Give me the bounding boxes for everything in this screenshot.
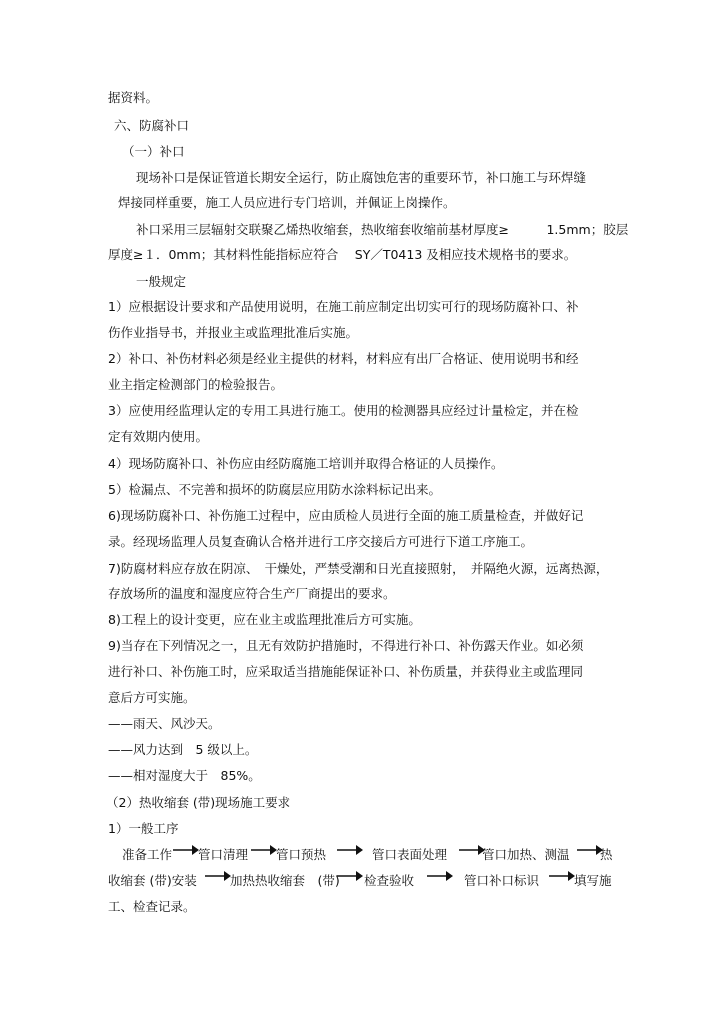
text-line: 存放场所的温度和湿度应符合生产厂商提出的要求。 <box>108 586 396 601</box>
text-line: 3）应使用经监理认定的专用工具进行施工。使用的检测器具应经过计量检定，并在检 <box>108 403 579 418</box>
arrow-right-icon <box>426 868 454 882</box>
flow-step: 准备工作 <box>122 847 173 862</box>
text-line: 1）应根据设计要求和产品使用说明，在施工前应制定出切实可行的现场防腐补口、补 <box>108 299 579 314</box>
arrow-right-icon <box>250 842 278 856</box>
text-line: 焊接同样重要，施工人员应进行专门培训，并佩证上岗操作。 <box>118 195 456 210</box>
subsection-heading: （2）热收缩套 (带)现场施工要求 <box>106 795 291 810</box>
text-line: 4）现场防腐补口、补伤应由经防腐施工培训并取得合格证的人员操作。 <box>108 456 504 471</box>
flow-step: 加热热收缩套 (带) <box>230 873 340 888</box>
text-line: 9)当存在下列情况之一，且无有效防护措施时，不得进行补口、补伤露天作业。如必须 <box>108 638 584 653</box>
flow-step: 管口清理 <box>198 847 249 862</box>
text-line: 6)现场防腐补口、补伤施工过程中，应由质检人员进行全面的施工质量检查，并做好记 <box>108 508 584 523</box>
flow-step: 热 <box>600 847 613 862</box>
subheading: 一般规定 <box>136 274 187 289</box>
text-line: 定有效期内使用。 <box>108 429 209 444</box>
text-line: 伤作业指导书，并报业主或监理批准后实施。 <box>108 325 359 340</box>
arrow-right-icon <box>336 868 364 882</box>
list-item: ——雨天、风沙天。 <box>108 716 221 731</box>
arrow-right-icon <box>172 842 200 856</box>
text-line: 录。经现场监理人员复查确认合格并进行工序交接后方可进行下道工序施工。 <box>108 534 534 549</box>
text-line: 5）检漏点、不完善和损坏的防腐层应用防水涂料标记出来。 <box>108 482 441 497</box>
subheading: 1）一般工序 <box>108 821 179 836</box>
flow-step: 管口补口标识 <box>464 873 540 888</box>
text-line: 7)防腐材料应存放在阴凉、 干燥处，严禁受潮和日光直接照射， 并隔绝火源，远离热源， <box>108 561 609 576</box>
text-line: 8)工程上的设计变更，应在业主或监理批准后方可实施。 <box>108 612 421 627</box>
list-item: ——风力达到 5 级以上。 <box>108 742 258 757</box>
text-line: 2）补口、补伤材料必须是经业主提供的材料，材料应有出厂合格证、使用说明书和经 <box>108 351 579 366</box>
flow-step: 管口加热、测温 <box>482 847 570 862</box>
section-heading: 六、防腐补口 <box>114 118 190 133</box>
text-line: 意后方可实施。 <box>108 690 196 705</box>
flow-step: 填写施 <box>574 873 612 888</box>
arrow-right-icon <box>336 842 364 856</box>
arrow-right-icon <box>204 868 232 882</box>
text-line: 厚度≥１．0mm；其材料性能指标应符合 SY／T0413 及相应技术规格书的要求。 <box>108 247 577 262</box>
subsection-heading: （一）补口 <box>122 144 185 159</box>
flow-step: 检查验收 <box>364 873 415 888</box>
list-item: ——相对湿度大于 85%。 <box>108 768 261 783</box>
flow-step: 管口表面处理 <box>372 847 448 862</box>
flow-step: 管口预热 <box>276 847 327 862</box>
arrow-right-icon <box>548 868 576 882</box>
text-line: 工、检查记录。 <box>108 899 196 914</box>
flow-step: 收缩套 (带)安装 <box>108 873 197 888</box>
text-line: 现场补口是保证管道长期安全运行，防止腐蚀危害的重要环节，补口施工与环焊缝 <box>136 170 587 185</box>
text-line: 据资料。 <box>108 90 159 105</box>
text-line: 进行补口、补伤施工时，应采取适当措施能保证补口、补伤质量，并获得业主或监理同 <box>108 664 584 679</box>
text-line: 业主指定检测部门的检验报告。 <box>108 377 284 392</box>
text-line: 补口采用三层辐射交联聚乙烯热收缩套，热收缩套收缩前基材厚度≥ 1.5mm；胶层 <box>136 222 629 237</box>
